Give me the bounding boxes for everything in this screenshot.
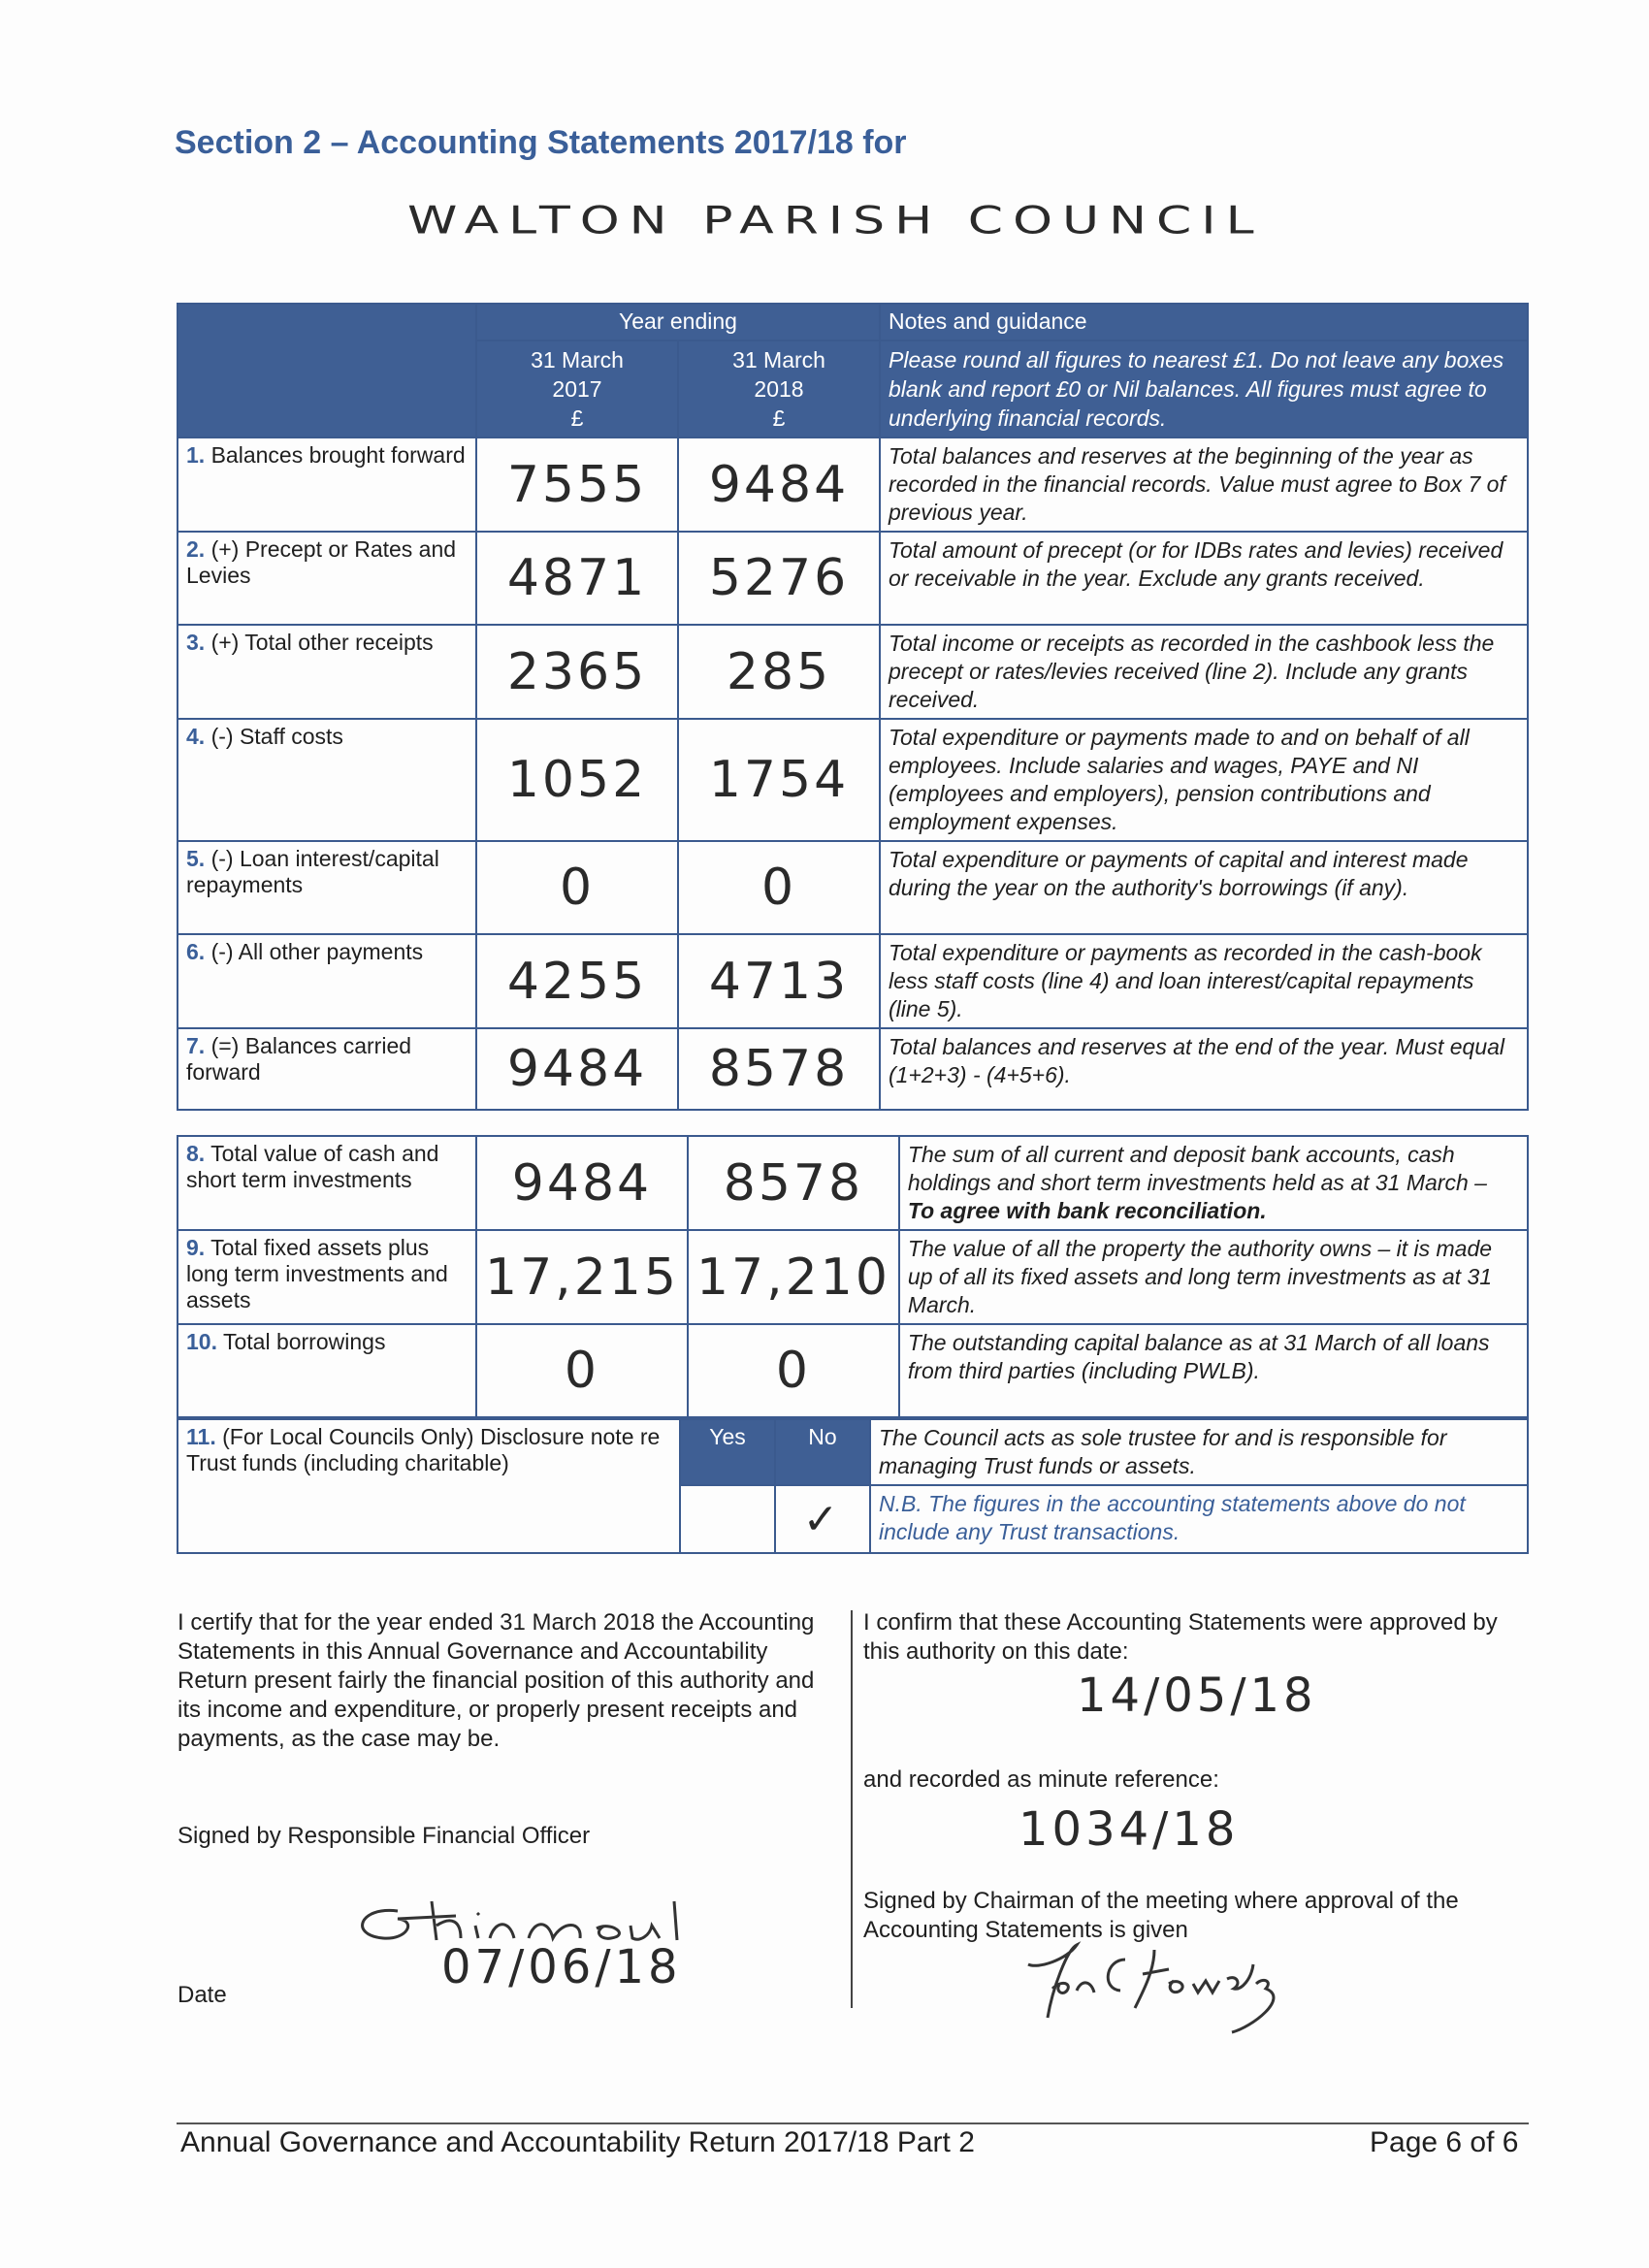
table-row xyxy=(178,532,1528,625)
minute-label: and recorded as minute reference: xyxy=(863,1766,1219,1793)
no-header: No xyxy=(775,1419,870,1485)
chairman-signature xyxy=(1009,1930,1300,2037)
row-label-cell xyxy=(178,719,476,841)
assets-table xyxy=(177,1135,1529,1418)
row-note-text: The sum of all current and deposit bank accounts, cash holdings and short term investments held as at 31 March – xyxy=(907,1142,1487,1195)
row-label: Total value of cash and short term investments xyxy=(186,1141,439,1192)
trust-table xyxy=(177,1418,1529,1554)
date-label: Date xyxy=(178,1982,227,2008)
row-label: Total borrowings xyxy=(222,1329,386,1354)
chairman-signed-label: Signed by Chairman of the meeting where approval of the Accounting Statements is given xyxy=(863,1888,1459,1943)
page-number: Page 6 of 6 xyxy=(1370,2126,1519,2158)
line-number: 10. xyxy=(186,1329,217,1354)
trust-label: (For Local Councils Only) Disclosure note re Trust funds (including charitable) xyxy=(186,1424,661,1475)
council-name: WALTON PARISH COUNCIL xyxy=(407,199,1264,243)
value-2018-text: 0 xyxy=(775,1342,811,1400)
rfo-signed-label: Signed by Responsible Financial Officer xyxy=(178,1823,591,1849)
row-label: (-) All other payments xyxy=(210,939,424,964)
header-blank xyxy=(178,304,476,437)
section-title: Section 2 – Accounting Statements 2017/18 for xyxy=(175,124,907,161)
line-number: 4. xyxy=(186,724,206,749)
col-2017-currency: £ xyxy=(570,405,584,431)
value-2018[interactable] xyxy=(678,437,880,532)
row-note-text: Total expenditure or payments made to and on behalf of all employees. Include salaries and wages, PAYE and NI (employees and employers), pension contributions and employment expenses. xyxy=(889,725,1470,834)
line-number: 11. xyxy=(186,1424,216,1449)
year-ending-header: Year ending xyxy=(476,304,880,340)
row-label: (+) Precept or Rates and Levies xyxy=(186,536,457,588)
value-2017[interactable] xyxy=(476,625,678,719)
table-row xyxy=(178,1324,1528,1417)
value-2017-text: 4255 xyxy=(506,952,648,1011)
value-2018-text: 0 xyxy=(760,859,797,917)
value-2018[interactable] xyxy=(678,719,880,841)
col-2017-header xyxy=(476,340,678,437)
row-note xyxy=(880,719,1528,841)
row-label-cell xyxy=(178,625,476,719)
value-2018-text: 1754 xyxy=(708,751,850,809)
value-2018-text: 5276 xyxy=(708,549,850,607)
accounting-statements-table xyxy=(177,303,1529,1111)
row-note-text: Total balances and reserves at the end of the year. Must equal (1+2+3) - (4+5+6). xyxy=(889,1034,1505,1087)
table-row xyxy=(178,841,1528,934)
row-label-cell xyxy=(178,1324,476,1417)
table-row xyxy=(178,1136,1528,1230)
line-number: 2. xyxy=(186,536,206,562)
no-box[interactable] xyxy=(775,1485,870,1553)
line-number: 1. xyxy=(186,442,206,468)
table-row xyxy=(178,625,1528,719)
checkmark-icon: ✓ xyxy=(802,1494,843,1544)
row-label: Balances brought forward xyxy=(210,442,466,468)
line-number: 7. xyxy=(186,1033,206,1058)
row-label-cell xyxy=(178,437,476,532)
row-label-cell xyxy=(178,841,476,934)
footer-rule xyxy=(177,2122,1529,2124)
table-row xyxy=(178,1230,1528,1324)
col-2018-label: 31 March xyxy=(732,347,825,373)
row-note-text: Total expenditure or payments as recorded in the cash-book less staff costs (line 4) and loan interest/capital repayments (line 5). xyxy=(889,940,1482,1021)
trust-label-cell xyxy=(178,1419,680,1553)
value-2017-text: 0 xyxy=(564,1342,600,1400)
divider xyxy=(851,1610,853,2008)
row-note xyxy=(880,841,1528,934)
col-2017-year: 2017 xyxy=(552,376,602,402)
value-2017[interactable] xyxy=(476,437,678,532)
row-note-text: The outstanding capital balance as at 31 March of all loans from third parties (including PWLB). xyxy=(907,1330,1490,1383)
row-note xyxy=(899,1230,1528,1324)
value-2017[interactable] xyxy=(476,719,678,841)
row-note-text: The value of all the property the authority owns – it is made up of all its fixed assets and long term investments as at 31 March. xyxy=(907,1236,1493,1317)
line-number: 8. xyxy=(186,1141,206,1166)
row-label-cell xyxy=(178,1028,476,1110)
row-note-text: Total income or receipts as recorded in the cashbook less the precept or rates/levies received (line 2). Include any grants received. xyxy=(889,631,1495,712)
value-2017-text: 17,215 xyxy=(485,1247,679,1307)
row-note xyxy=(899,1324,1528,1417)
value-2017-text: 1052 xyxy=(506,751,648,809)
value-2017[interactable] xyxy=(476,1028,678,1110)
value-2017[interactable] xyxy=(476,841,678,934)
value-2018-text: 17,210 xyxy=(695,1247,890,1307)
value-2017[interactable] xyxy=(476,1136,688,1230)
value-2018[interactable] xyxy=(678,625,880,719)
notes-guidance: Please round all figures to nearest £1. Do not leave any boxes blank and report £0 or Nil balances. All figures must agree to underlying financial records. xyxy=(880,340,1528,437)
row-note xyxy=(880,934,1528,1028)
value-2017-text: 9484 xyxy=(511,1153,653,1213)
row-label: (-) Loan interest/capital repayments xyxy=(186,846,439,897)
row-note-text: Total balances and reserves at the beginning of the year as recorded in the financial records. Value must agree to Box 7 of previous year. xyxy=(889,443,1505,525)
table-row xyxy=(178,934,1528,1028)
row-label: Total fixed assets plus long term investments and assets xyxy=(186,1235,448,1312)
value-2017-text: 4871 xyxy=(506,549,648,607)
value-2017-text: 0 xyxy=(559,859,596,917)
approval-confirmation: I confirm that these Accounting Statements were approved by this authority on this date: xyxy=(863,1609,1498,1665)
value-2018-text: 8578 xyxy=(723,1153,864,1213)
row-label: (-) Staff costs xyxy=(210,724,343,749)
value-2018[interactable] xyxy=(678,934,880,1028)
value-2017[interactable] xyxy=(476,1324,688,1417)
row-label-cell xyxy=(178,532,476,625)
row-label: (=) Balances carried forward xyxy=(186,1033,412,1085)
value-2018-text: 4713 xyxy=(708,952,850,1011)
rfo-certification: I certify that for the year ended 31 March 2018 the Accounting Statements in this Annual Governance and Accountability Return present fairly the financial position of this authority and its income and expenditure, or properly present receipts and payments, as the case may be. xyxy=(178,1609,815,1752)
col-2018-header xyxy=(678,340,880,437)
row-note-text: Total expenditure or payments of capital and interest made during the year on the authority's borrowings (if any). xyxy=(889,847,1469,900)
row-note-bold: To agree with bank reconciliation. xyxy=(907,1198,1267,1223)
value-2017-text: 9484 xyxy=(506,1040,648,1098)
table-row xyxy=(178,437,1528,532)
yes-box[interactable] xyxy=(680,1485,775,1553)
value-2018[interactable] xyxy=(678,841,880,934)
value-2018-text: 8578 xyxy=(708,1040,850,1098)
trust-note: The Council acts as sole trustee for and is responsible for managing Trust funds or assets. xyxy=(870,1419,1528,1485)
value-2018[interactable] xyxy=(688,1324,899,1417)
value-2017[interactable] xyxy=(476,934,678,1028)
row-label-cell xyxy=(178,1230,476,1324)
row-note xyxy=(880,1028,1528,1110)
col-2018-year: 2018 xyxy=(754,376,804,402)
trust-nb-note: N.B. The figures in the accounting statements above do not include any Trust transactions. xyxy=(870,1485,1528,1553)
row-note xyxy=(880,625,1528,719)
footer-title: Annual Governance and Accountability Return 2017/18 Part 2 xyxy=(180,2126,975,2158)
row-note xyxy=(880,437,1528,532)
row-note-text: Total amount of precept (or for IDBs rates and levies) received or receivable in the year. Exclude any grants received. xyxy=(889,537,1504,591)
value-2018[interactable] xyxy=(688,1136,899,1230)
col-2018-currency: £ xyxy=(772,405,786,431)
value-2017-text: 7555 xyxy=(506,455,648,514)
line-number: 3. xyxy=(186,630,206,655)
minute-reference: 1034/18 xyxy=(1018,1802,1240,1857)
row-label-cell xyxy=(178,934,476,1028)
table-row xyxy=(178,1028,1528,1110)
notes-header: Notes and guidance xyxy=(880,304,1528,340)
value-2017[interactable] xyxy=(476,532,678,625)
col-2017-label: 31 March xyxy=(531,347,624,373)
value-2018[interactable] xyxy=(688,1230,899,1324)
value-2017[interactable] xyxy=(476,1230,688,1324)
value-2017-text: 2365 xyxy=(506,642,648,701)
row-label: (+) Total other receipts xyxy=(210,630,434,655)
row-note xyxy=(880,532,1528,625)
line-number: 9. xyxy=(186,1235,206,1260)
row-label-cell xyxy=(178,1136,476,1230)
value-2018-text: 9484 xyxy=(708,455,850,514)
yes-header: Yes xyxy=(680,1419,775,1485)
value-2018[interactable] xyxy=(678,1028,880,1110)
table-row xyxy=(178,719,1528,841)
approval-date: 14/05/18 xyxy=(1077,1669,1317,1723)
line-number: 6. xyxy=(186,939,206,964)
value-2018[interactable] xyxy=(678,532,880,625)
rfo-date: 07/06/18 xyxy=(441,1940,682,1994)
value-2018-text: 285 xyxy=(726,642,832,701)
line-number: 5. xyxy=(186,846,206,871)
row-note xyxy=(899,1136,1528,1230)
